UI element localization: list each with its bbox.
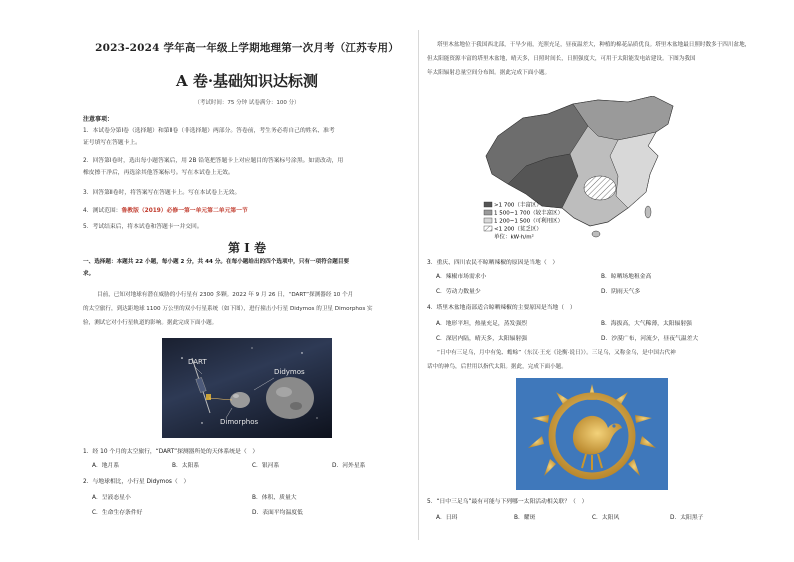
legend-label-1: >1 700（丰富区） xyxy=(494,202,542,209)
question-1-stem: 1．经 10 个月的太空旅行，“DART”探测器所处的天体系统是（ ） xyxy=(83,449,259,455)
option-c[interactable]: C．劳动力数量少 xyxy=(436,289,481,295)
question-3-options-row1 xyxy=(436,271,756,280)
passage-line: 塔里木盆地位于我国西北部，干旱少雨，光照充足，昼夜温差大，种植的棉花品质优良。塔里木盆地最日照时数多于四川盆地， xyxy=(437,42,751,48)
question-2-options-row1 xyxy=(92,492,412,501)
notice-item: 橡皮擦干净后，再选涂其他答案标号。写在本试卷上无效。 xyxy=(83,170,234,176)
legend-label-3: 1 200~1 500（可利用区） xyxy=(494,218,564,225)
option-a[interactable]: A．日珥 xyxy=(436,515,458,521)
option-b[interactable]: B．耀斑 xyxy=(514,515,536,521)
legend-label-4: <1 200（贫乏区） xyxy=(494,226,542,233)
option-d[interactable]: D．阴雨天气多 xyxy=(601,289,641,295)
exam-title: 2023-2024 学年高一年级上学期地理第一次月考（江苏专用） xyxy=(95,42,399,54)
question-3-stem: 3．重庆、四川农民不晾晒辣椒的原因是当地（ ） xyxy=(427,260,559,266)
legend-unit: 单位：kW·h/m² xyxy=(494,234,534,241)
option-c[interactable]: C．深居内陆，晴天多，太阳辐射强 xyxy=(436,336,528,342)
scope-value: 鲁教版（2019）必修一第一单元第二单元第一节 xyxy=(121,208,248,214)
passage-line: 年太阳辐射总量空间分布图。据此完成下面小题。 xyxy=(427,70,551,76)
section-intro-line: 一、选择题：本题共 22 小题，每小题 2 分，共 44 分。在每小题给出的四个选项中，只有一项符合题目要 xyxy=(83,259,350,265)
notice-item-scope xyxy=(83,206,413,217)
map-island-taiwan xyxy=(645,206,651,218)
notice-item: 5．考试结束后，将本试卷和答题卡一并交回。 xyxy=(83,224,203,230)
legend-label-2: 1 500~1 700（较丰富区） xyxy=(494,210,564,217)
passage-line: 话中的神鸟，后世用以指代太阳。据此，完成下面小题。 xyxy=(427,364,567,370)
option-d[interactable]: D．沙漠广布，河流少，昼夜气温差大 xyxy=(601,336,699,342)
column-divider xyxy=(418,30,419,540)
option-b[interactable]: B．体积、质量大 xyxy=(252,495,297,501)
option-b[interactable]: B．晾晒场地租金高 xyxy=(601,274,652,280)
question-5-stem: 5．“日中三足乌”最有可能与下列哪一太阳活动相关联？（ ） xyxy=(427,499,588,505)
legend-swatch-4 xyxy=(484,226,492,231)
option-c[interactable]: C．生命生存条件好 xyxy=(92,510,143,516)
option-a[interactable]: A．辣椒市场需求小 xyxy=(436,274,487,280)
asteroid-image xyxy=(162,338,332,438)
question-2-stem: 2．与地球相比，小行星 Didymos（ ） xyxy=(83,479,190,485)
legend-swatch-3 xyxy=(484,218,492,223)
notice-item: 证号填写在答题卡上。 xyxy=(83,140,141,146)
notice-item: 1．本试卷分第Ⅰ卷（选择题）和第Ⅱ卷（非选择题）两部分。答卷前，考生务必将自己的姓名、准考 xyxy=(83,128,335,134)
passage-line: “日中有三足乌，月中有兔、蟾蜍”（东汉·王充《论衡·说日》）。三足乌，又称金乌，是中国古代神 xyxy=(437,350,676,356)
option-c[interactable]: C．银河系 xyxy=(252,463,280,469)
right-column xyxy=(422,0,762,562)
option-b[interactable]: B．太阳系 xyxy=(172,463,200,469)
option-c[interactable]: C．太阳风 xyxy=(592,515,620,521)
question-4-stem: 4．塔里木盆地南部适合晾晒辣椒的主要原因是当地（ ） xyxy=(427,305,576,311)
option-b[interactable]: B．海拔高，大气稀薄，太阳辐射强 xyxy=(601,321,692,327)
question-2-options-row2 xyxy=(92,507,412,516)
label-dimorphos: Dimorphos xyxy=(220,418,259,426)
option-a[interactable]: A．地形平坦，热量充足，蒸发强烈 xyxy=(436,321,527,327)
china-solar-radiation-map xyxy=(478,96,688,246)
question-4-options-row2 xyxy=(436,333,756,342)
volume-title: 第 I 卷 xyxy=(228,241,266,255)
label-didymos: Didymos xyxy=(274,368,305,376)
notice-item: 2．回答第Ⅰ卷时，选出每小题答案后，用 2B 铅笔把答题卡上对应题目的答案标号涂黑。如需改动，用 xyxy=(83,158,344,164)
question-3-options-row2 xyxy=(436,286,756,295)
option-d[interactable]: D．太阳黑子 xyxy=(670,515,704,521)
question-1-options xyxy=(92,460,412,469)
passage-line: 验，测试它对小行星轨道的影响。据此完成下面小题。 xyxy=(83,320,218,326)
option-a[interactable]: A．呈液态星小 xyxy=(92,495,131,501)
option-a[interactable]: A．地月系 xyxy=(92,463,120,469)
passage-line: 但太阳能资源丰富的塔里木盆地，晴天多，日照时间长，日照强度大，可用于太阳能发电站建设。下图为我国 xyxy=(427,56,696,62)
golden-sun-bird-image xyxy=(516,378,668,490)
notice-heading: 注意事项： xyxy=(83,116,114,123)
map-island-hainan xyxy=(592,231,600,237)
question-4-options-row1 xyxy=(436,318,756,327)
section-intro-line: 求。 xyxy=(83,271,95,277)
question-5-options xyxy=(436,512,756,521)
passage-line: 目前，已知对地球有潜在威胁的小行星有 2300 多颗。2022 年 9 月 26 日，“DART”探测器经 10 个月 xyxy=(97,292,354,298)
label-dart: DART xyxy=(188,358,207,366)
legend-swatch-2 xyxy=(484,210,492,215)
crow-eye xyxy=(612,424,615,427)
passage-line: 的太空旅行，到达距地球 1100 万公里的双小行星系统（如下图），进行撞击小行星 Didymos 的卫星 Dimorphos 实 xyxy=(83,306,373,312)
exam-subtitle: A 卷·基础知识达标测 xyxy=(175,72,319,90)
legend-swatch-1 xyxy=(484,202,492,207)
exam-info: （考试时间：75 分钟 试卷满分：100 分） xyxy=(194,100,300,106)
left-column xyxy=(78,0,416,562)
notice-item: 3．回答第Ⅱ卷时，将答案写在答题卡上。写在本试卷上无效。 xyxy=(83,190,241,196)
map-region-east xyxy=(610,132,658,208)
scope-label: 4．测试范围： xyxy=(83,208,122,214)
option-d[interactable]: D．表面平均温度低 xyxy=(252,510,303,516)
option-d[interactable]: D．河外星系 xyxy=(332,463,366,469)
map-region-poor-hatched xyxy=(584,176,616,200)
